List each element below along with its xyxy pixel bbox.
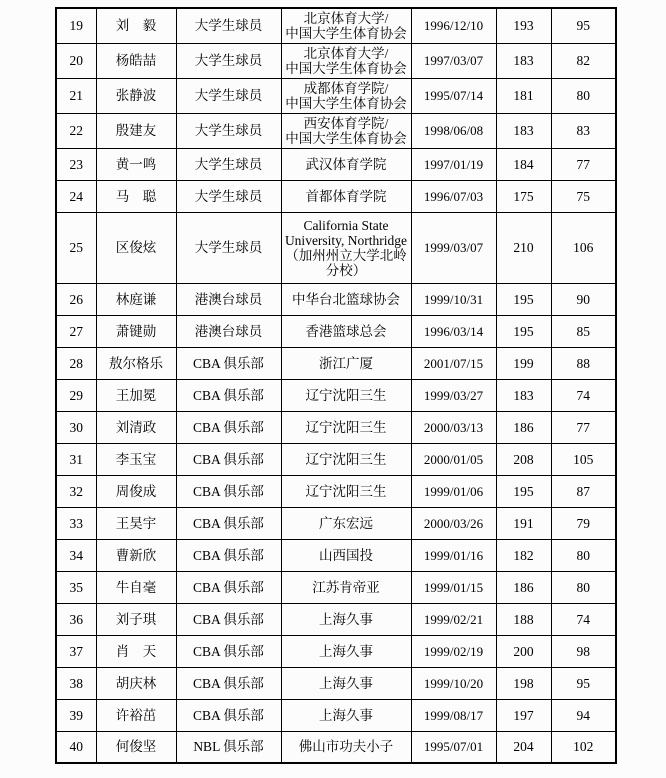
cell-no: 30	[56, 411, 96, 443]
cell-name: 王昊宇	[96, 507, 176, 539]
cell-category: 大学生球员	[176, 212, 281, 283]
cell-no: 20	[56, 43, 96, 78]
cell-org	[281, 411, 411, 443]
cell-no: 32	[56, 475, 96, 507]
org-line: 武汉体育学院	[305, 156, 387, 172]
table-row	[56, 113, 616, 148]
cell-birth: 1999/02/19	[411, 635, 496, 667]
cell-weight: 80	[551, 539, 616, 571]
cell-no: 19	[56, 8, 96, 43]
cell-weight: 102	[551, 731, 616, 763]
cell-category: 大学生球员	[176, 78, 281, 113]
cell-height: 186	[496, 571, 551, 603]
cell-birth: 1995/07/14	[411, 78, 496, 113]
table-row	[56, 667, 616, 699]
org-line: 中华台北篮球协会	[292, 291, 400, 307]
table-row	[56, 571, 616, 603]
cell-no: 24	[56, 180, 96, 212]
cell-birth: 1996/07/03	[411, 180, 496, 212]
cell-name: 黄一鸣	[96, 148, 176, 180]
table-row	[56, 731, 616, 763]
cell-no: 26	[56, 283, 96, 315]
cell-weight: 74	[551, 603, 616, 635]
cell-no: 40	[56, 731, 96, 763]
cell-org	[281, 180, 411, 212]
cell-birth: 1999/01/15	[411, 571, 496, 603]
cell-no: 34	[56, 539, 96, 571]
cell-org	[281, 113, 411, 148]
table-row	[56, 603, 616, 635]
table-row	[56, 43, 616, 78]
cell-no: 29	[56, 379, 96, 411]
cell-no: 25	[56, 212, 96, 283]
table-row	[56, 443, 616, 475]
cell-weight: 79	[551, 507, 616, 539]
org-line: 北京体育大学/	[303, 10, 389, 26]
cell-name: 殷建友	[96, 113, 176, 148]
org-line: （加州州立大学北岭	[285, 247, 407, 263]
cell-category: CBA 俱乐部	[176, 411, 281, 443]
cell-name: 刘清政	[96, 411, 176, 443]
cell-weight: 83	[551, 113, 616, 148]
cell-birth: 2000/03/13	[411, 411, 496, 443]
cell-birth: 1995/07/01	[411, 731, 496, 763]
cell-category: CBA 俱乐部	[176, 635, 281, 667]
cell-height: 186	[496, 411, 551, 443]
cell-no: 39	[56, 699, 96, 731]
cell-birth: 2001/07/15	[411, 347, 496, 379]
cell-category: 大学生球员	[176, 180, 281, 212]
cell-category: CBA 俱乐部	[176, 443, 281, 475]
org-line: 首都体育学院	[305, 188, 387, 204]
cell-weight: 106	[551, 212, 616, 283]
cell-org	[281, 283, 411, 315]
cell-birth: 1996/12/10	[411, 8, 496, 43]
org-line: 中国大学生体育协会	[285, 130, 407, 146]
cell-category: 港澳台球员	[176, 315, 281, 347]
cell-weight: 77	[551, 411, 616, 443]
cell-name: 区俊炫	[96, 212, 176, 283]
table-row	[56, 539, 616, 571]
cell-category: CBA 俱乐部	[176, 571, 281, 603]
cell-no: 33	[56, 507, 96, 539]
cell-weight: 90	[551, 283, 616, 315]
table-row	[56, 635, 616, 667]
table-row	[56, 411, 616, 443]
table-row	[56, 379, 616, 411]
cell-org	[281, 43, 411, 78]
cell-org	[281, 635, 411, 667]
cell-name: 林庭谦	[96, 283, 176, 315]
org-line: 广东宏远	[319, 515, 373, 531]
cell-org	[281, 379, 411, 411]
table-row	[56, 475, 616, 507]
org-line: 辽宁沈阳三生	[305, 451, 387, 467]
cell-org	[281, 78, 411, 113]
cell-height: 184	[496, 148, 551, 180]
org-line: 中国大学生体育协会	[285, 60, 407, 76]
cell-name: 周俊成	[96, 475, 176, 507]
table-row	[56, 180, 616, 212]
cell-weight: 87	[551, 475, 616, 507]
cell-no: 27	[56, 315, 96, 347]
cell-height: 197	[496, 699, 551, 731]
cell-org	[281, 212, 411, 283]
table-row	[56, 78, 616, 113]
cell-name: 刘 毅	[96, 8, 176, 43]
cell-weight: 77	[551, 148, 616, 180]
cell-no: 36	[56, 603, 96, 635]
cell-org	[281, 315, 411, 347]
cell-org	[281, 507, 411, 539]
cell-height: 195	[496, 475, 551, 507]
table-row	[56, 315, 616, 347]
cell-birth: 1998/06/08	[411, 113, 496, 148]
cell-name: 张静波	[96, 78, 176, 113]
cell-weight: 95	[551, 8, 616, 43]
cell-height: 181	[496, 78, 551, 113]
cell-category: CBA 俱乐部	[176, 699, 281, 731]
cell-org	[281, 148, 411, 180]
org-line: 山西国投	[319, 547, 373, 563]
cell-org	[281, 347, 411, 379]
org-line: 上海久事	[319, 675, 373, 691]
cell-height: 183	[496, 43, 551, 78]
cell-height: 183	[496, 113, 551, 148]
org-line: 浙江广厦	[319, 355, 373, 371]
table-row	[56, 347, 616, 379]
cell-weight: 82	[551, 43, 616, 78]
org-line: 上海久事	[319, 643, 373, 659]
cell-category: CBA 俱乐部	[176, 667, 281, 699]
cell-no: 37	[56, 635, 96, 667]
cell-name: 许裕茁	[96, 699, 176, 731]
cell-birth: 1999/10/31	[411, 283, 496, 315]
org-line: 西安体育学院/	[303, 115, 389, 131]
cell-weight: 80	[551, 571, 616, 603]
cell-category: CBA 俱乐部	[176, 603, 281, 635]
cell-name: 萧键勋	[96, 315, 176, 347]
cell-birth: 1999/08/17	[411, 699, 496, 731]
cell-height: 198	[496, 667, 551, 699]
cell-weight: 74	[551, 379, 616, 411]
org-line: 香港篮球总会	[305, 323, 387, 339]
org-line: University, Northridge	[284, 232, 408, 248]
cell-category: CBA 俱乐部	[176, 507, 281, 539]
cell-category: CBA 俱乐部	[176, 539, 281, 571]
cell-birth: 1997/01/19	[411, 148, 496, 180]
table-row	[56, 283, 616, 315]
cell-weight: 85	[551, 315, 616, 347]
org-line: 上海久事	[319, 611, 373, 627]
org-line: 分校）	[325, 262, 367, 278]
cell-height: 210	[496, 212, 551, 283]
cell-category: CBA 俱乐部	[176, 347, 281, 379]
cell-birth: 1999/01/06	[411, 475, 496, 507]
org-line: 成都体育学院/	[303, 80, 389, 96]
cell-category: 大学生球员	[176, 43, 281, 78]
cell-no: 35	[56, 571, 96, 603]
cell-no: 21	[56, 78, 96, 113]
cell-org	[281, 603, 411, 635]
cell-category: NBL 俱乐部	[176, 731, 281, 763]
player-roster-table	[55, 7, 617, 764]
org-line: 佛山市功夫小子	[298, 739, 394, 755]
cell-birth: 1999/03/27	[411, 379, 496, 411]
cell-height: 200	[496, 635, 551, 667]
cell-org	[281, 443, 411, 475]
cell-category: CBA 俱乐部	[176, 475, 281, 507]
cell-height: 175	[496, 180, 551, 212]
cell-name: 王加冕	[96, 379, 176, 411]
cell-name: 何俊坚	[96, 731, 176, 763]
org-line: 辽宁沈阳三生	[305, 483, 387, 499]
cell-name: 马 聪	[96, 180, 176, 212]
org-line: 江苏肯帝亚	[312, 579, 380, 595]
cell-height: 199	[496, 347, 551, 379]
cell-height: 188	[496, 603, 551, 635]
cell-category: 大学生球员	[176, 113, 281, 148]
cell-category: 大学生球员	[176, 148, 281, 180]
table-row	[56, 8, 616, 43]
cell-birth: 1997/03/07	[411, 43, 496, 78]
cell-weight: 94	[551, 699, 616, 731]
cell-org	[281, 8, 411, 43]
cell-no: 23	[56, 148, 96, 180]
cell-weight: 105	[551, 443, 616, 475]
cell-birth: 1999/03/07	[411, 212, 496, 283]
org-line: 中国大学生体育协会	[285, 25, 407, 41]
cell-weight: 95	[551, 667, 616, 699]
cell-birth: 2000/03/26	[411, 507, 496, 539]
cell-birth: 1999/10/20	[411, 667, 496, 699]
cell-height: 182	[496, 539, 551, 571]
cell-height: 208	[496, 443, 551, 475]
cell-birth: 1999/01/16	[411, 539, 496, 571]
players-table-body	[56, 8, 616, 763]
cell-name: 敖尔格乐	[96, 347, 176, 379]
cell-name: 刘子琪	[96, 603, 176, 635]
cell-name: 胡庆林	[96, 667, 176, 699]
cell-name: 李玉宝	[96, 443, 176, 475]
cell-category: 大学生球员	[176, 8, 281, 43]
org-line: 北京体育大学/	[303, 45, 389, 61]
table-row	[56, 699, 616, 731]
cell-birth: 1999/02/21	[411, 603, 496, 635]
cell-no: 31	[56, 443, 96, 475]
cell-no: 28	[56, 347, 96, 379]
cell-org	[281, 667, 411, 699]
table-row	[56, 507, 616, 539]
cell-org	[281, 475, 411, 507]
cell-org	[281, 731, 411, 763]
cell-birth: 2000/01/05	[411, 443, 496, 475]
cell-height: 183	[496, 379, 551, 411]
org-line: 上海久事	[319, 707, 373, 723]
org-line: California State	[303, 217, 389, 233]
cell-height: 195	[496, 283, 551, 315]
cell-height: 193	[496, 8, 551, 43]
cell-height: 191	[496, 507, 551, 539]
cell-height: 195	[496, 315, 551, 347]
org-line: 中国大学生体育协会	[285, 95, 407, 111]
org-line: 辽宁沈阳三生	[305, 387, 387, 403]
cell-org	[281, 571, 411, 603]
cell-category: 港澳台球员	[176, 283, 281, 315]
org-line: 辽宁沈阳三生	[305, 419, 387, 435]
cell-name: 肖 天	[96, 635, 176, 667]
cell-org	[281, 539, 411, 571]
cell-org	[281, 699, 411, 731]
cell-weight: 88	[551, 347, 616, 379]
cell-no: 38	[56, 667, 96, 699]
cell-weight: 75	[551, 180, 616, 212]
table-row	[56, 148, 616, 180]
cell-height: 204	[496, 731, 551, 763]
cell-weight: 80	[551, 78, 616, 113]
cell-birth: 1996/03/14	[411, 315, 496, 347]
cell-category: CBA 俱乐部	[176, 379, 281, 411]
table-row	[56, 212, 616, 283]
cell-name: 牛自毫	[96, 571, 176, 603]
cell-weight: 98	[551, 635, 616, 667]
cell-no: 22	[56, 113, 96, 148]
cell-name: 杨皓喆	[96, 43, 176, 78]
cell-name: 曹新欣	[96, 539, 176, 571]
